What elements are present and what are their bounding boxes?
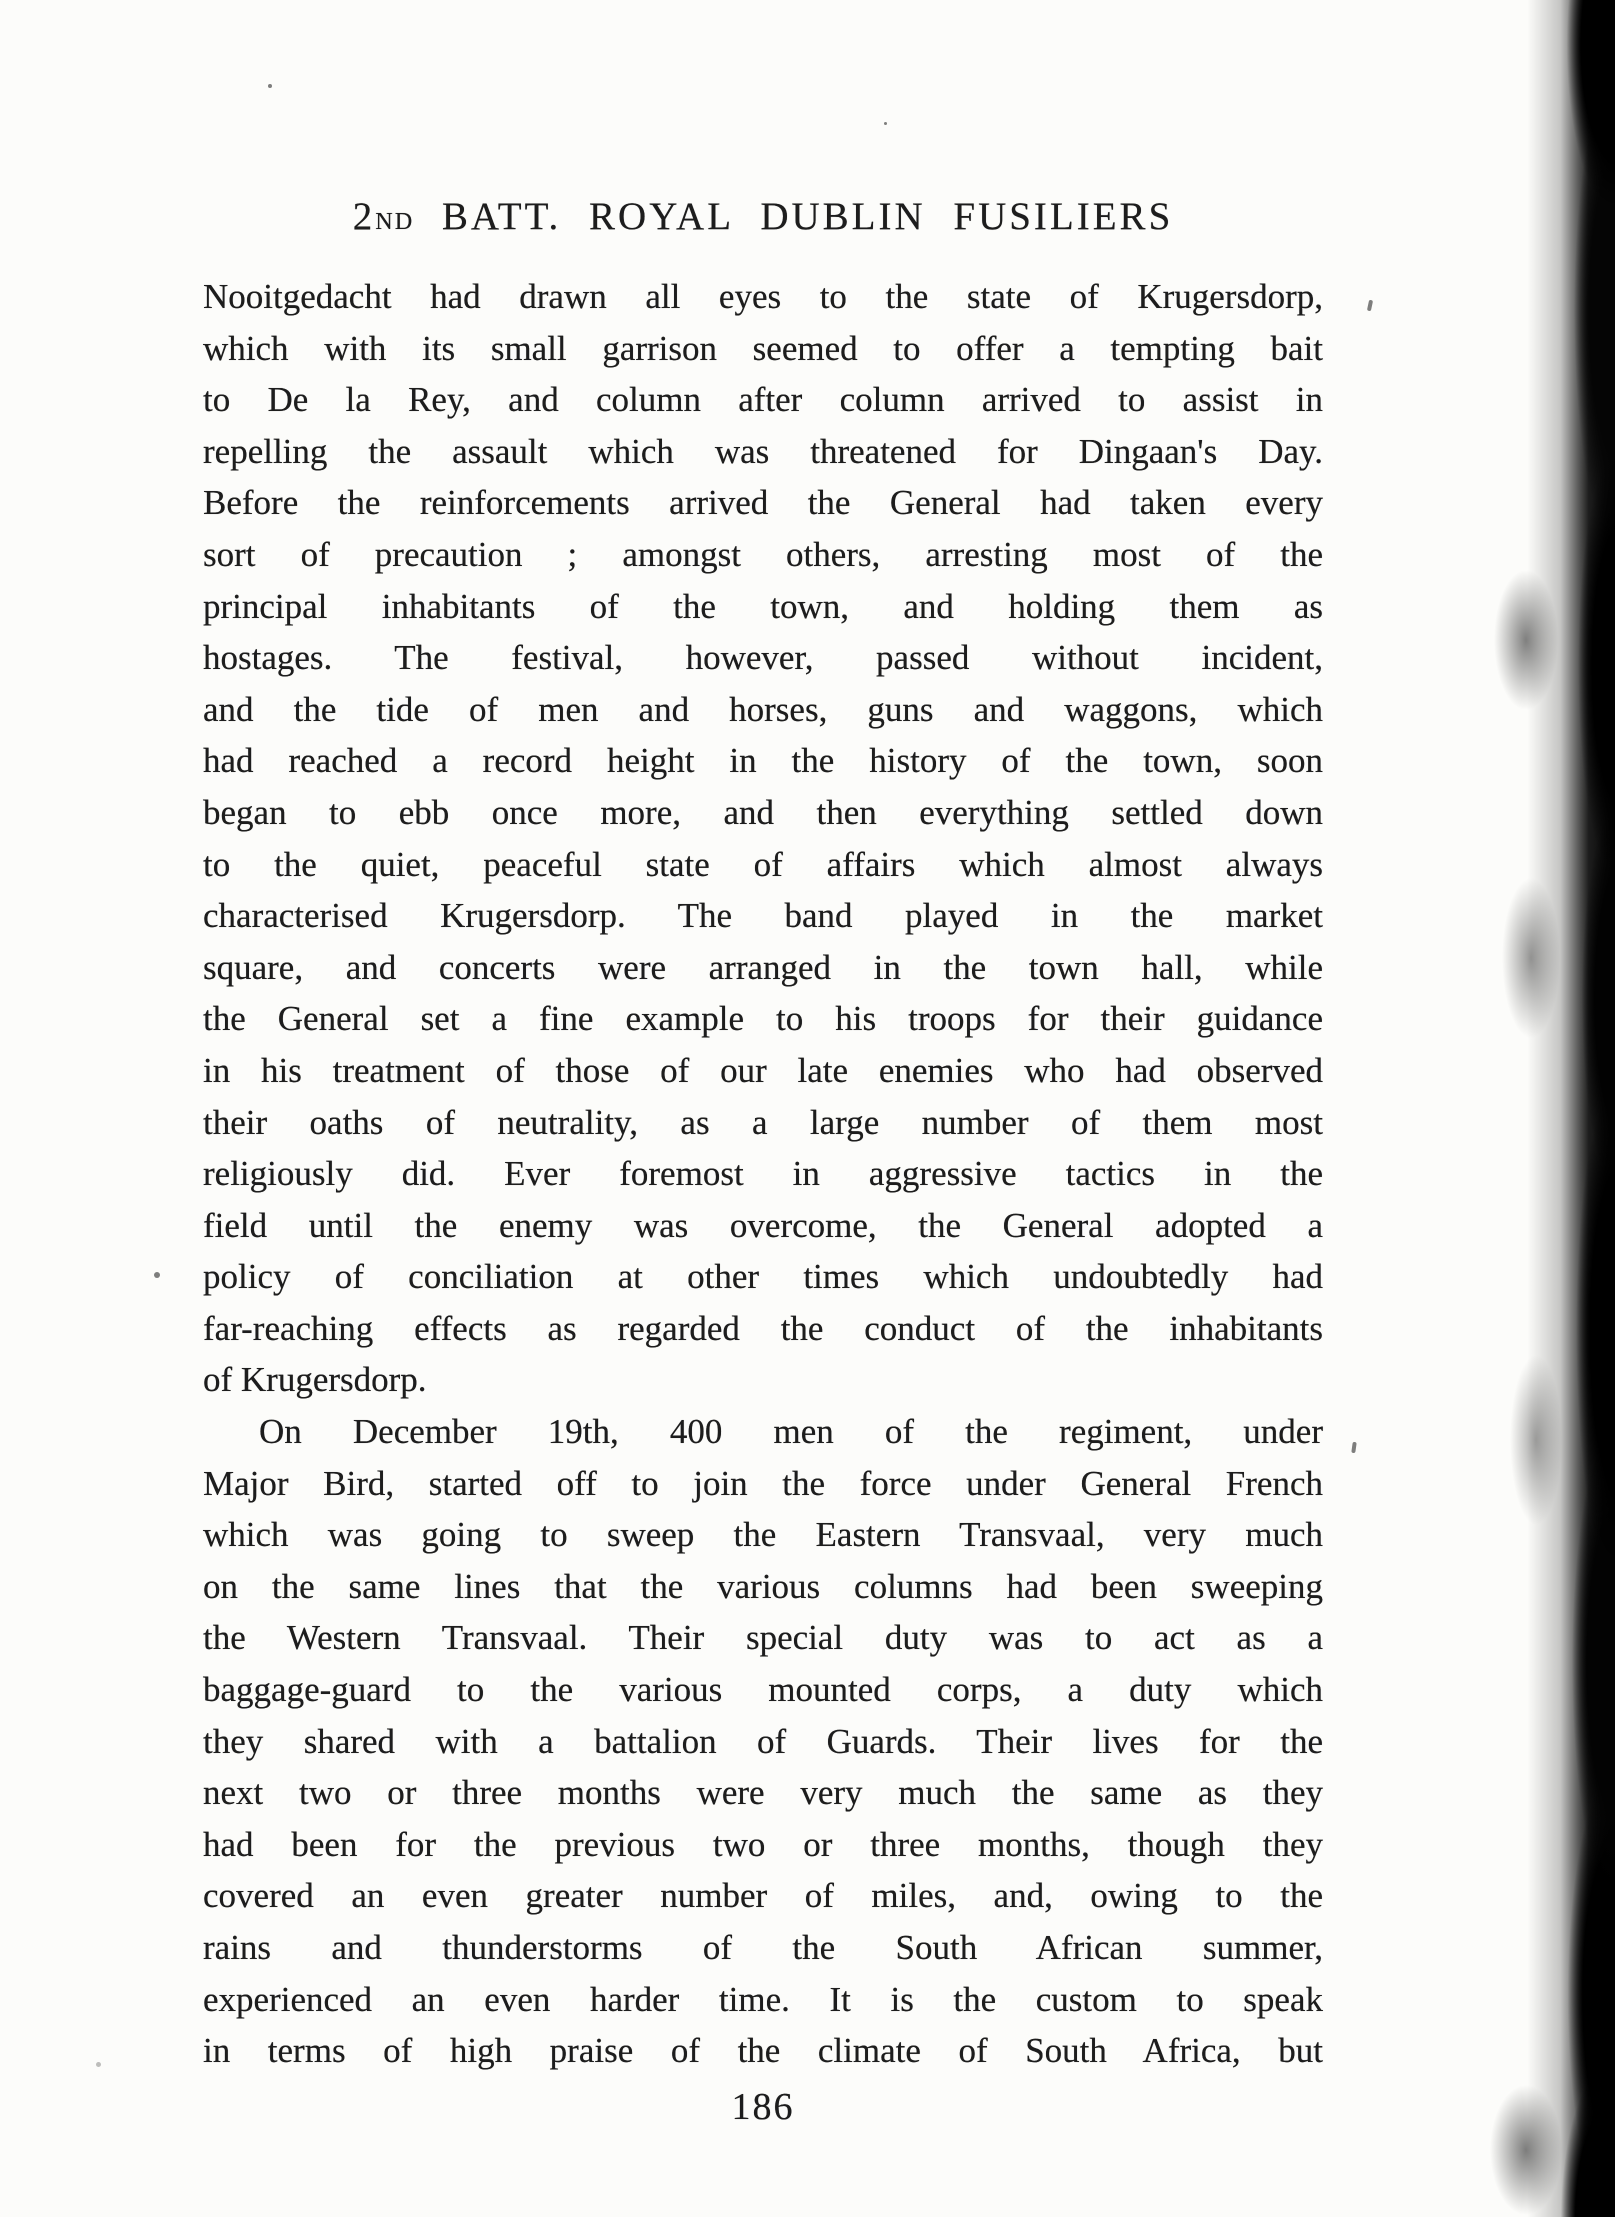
text-line: and the tide of men and horses, guns and waggons, which: [203, 689, 1323, 729]
text-line: hostages. The festival, however, passed without incident,: [203, 638, 1323, 678]
battalion-number: 2: [352, 195, 376, 238]
text-line: baggage-guard to the various mounted corps, a duty which: [203, 1670, 1323, 1710]
body-text: [203, 271, 1323, 2077]
text-line: had been for the previous two or three months, though they: [203, 1824, 1323, 1864]
page-header: [203, 194, 1323, 239]
text-line: sort of precaution ; amongst others, arresting most of the: [203, 534, 1323, 574]
text-line: in terms of high praise of the climate of South Africa, but: [203, 2031, 1323, 2071]
page-number: 186: [731, 2086, 795, 2128]
scan-binding-shadow: [1527, 0, 1615, 2217]
text-line: in his treatment of those of our late enemies who had observed: [203, 1050, 1323, 1090]
text-line: rains and thunderstorms of the South African summer,: [203, 1928, 1323, 1967]
text-line: religiously did. Ever foremost in aggressive tactics in the: [203, 1154, 1323, 1194]
text-line: policy of conciliation at other times which undoubtedly had: [203, 1257, 1323, 1297]
paragraph: [203, 271, 1323, 1406]
text-line: began to ebb once more, and then everything settled down: [203, 792, 1323, 832]
text-line: repelling the assault which was threatened for Dingaan's Day.: [203, 431, 1323, 471]
text-line: principal inhabitants of the town, and holding them as: [203, 586, 1323, 626]
scan-speck: [268, 84, 272, 88]
text-line: which with its small garrison seemed to offer a tempting bait: [203, 328, 1323, 368]
text-line: to the quiet, peaceful state of affairs which almost always: [203, 844, 1323, 884]
scan-speck: [154, 1272, 160, 1278]
text-line: had reached a record height in the history of the town, soon: [203, 741, 1323, 781]
text-line: on the same lines that the various columns had been sweeping: [203, 1566, 1323, 1606]
text-line: to De la Rey, and column after column arrived to assist in: [203, 380, 1323, 420]
text-line: characterised Krugersdorp. The band played in the market: [203, 896, 1323, 936]
text-line: their oaths of neutrality, as a large number of them most: [203, 1102, 1323, 1142]
text-line: field until the enemy was overcome, the General adopted a: [203, 1205, 1323, 1245]
text-line: far-reaching effects as regarded the conduct of the inhabitants: [203, 1308, 1323, 1348]
text-line: the Western Transvaal. Their special duty was to act as a: [203, 1618, 1323, 1658]
text-line: On December 19th, 400 men of the regiment, under: [259, 1412, 1323, 1452]
text-line: of Krugersdorp.: [203, 1360, 427, 1400]
text-line: Before the reinforcements arrived the General had taken every: [203, 483, 1323, 523]
text-line: covered an even greater number of miles, and, owing to the: [203, 1876, 1323, 1916]
scan-speck: [1367, 300, 1373, 312]
text-line: they shared with a battalion of Guards. Their lives for the: [203, 1721, 1323, 1761]
text-line: Nooitgedacht had drawn all eyes to the state of Krugersdorp,: [203, 277, 1323, 316]
scan-speck: [96, 2062, 101, 2067]
text-line: square, and concerts were arranged in the town hall, while: [203, 947, 1323, 987]
battalion-ordinal: ND: [375, 208, 415, 235]
scan-speck: [1351, 1442, 1356, 1453]
header-title: BATT. ROYAL DUBLIN FUSILIERS: [441, 195, 1174, 238]
text-line: which was going to sweep the Eastern Transvaal, very much: [203, 1515, 1323, 1555]
text-line: next two or three months were very much the same as they: [203, 1773, 1323, 1813]
paragraph: [203, 1406, 1323, 2077]
text-line: Major Bird, started off to join the force under General French: [203, 1463, 1323, 1503]
text-line: the General set a fine example to his troops for their guidance: [203, 999, 1323, 1039]
scan-speck: [884, 122, 887, 125]
text-line: experienced an even harder time. It is the custom to speak: [203, 1979, 1323, 2019]
